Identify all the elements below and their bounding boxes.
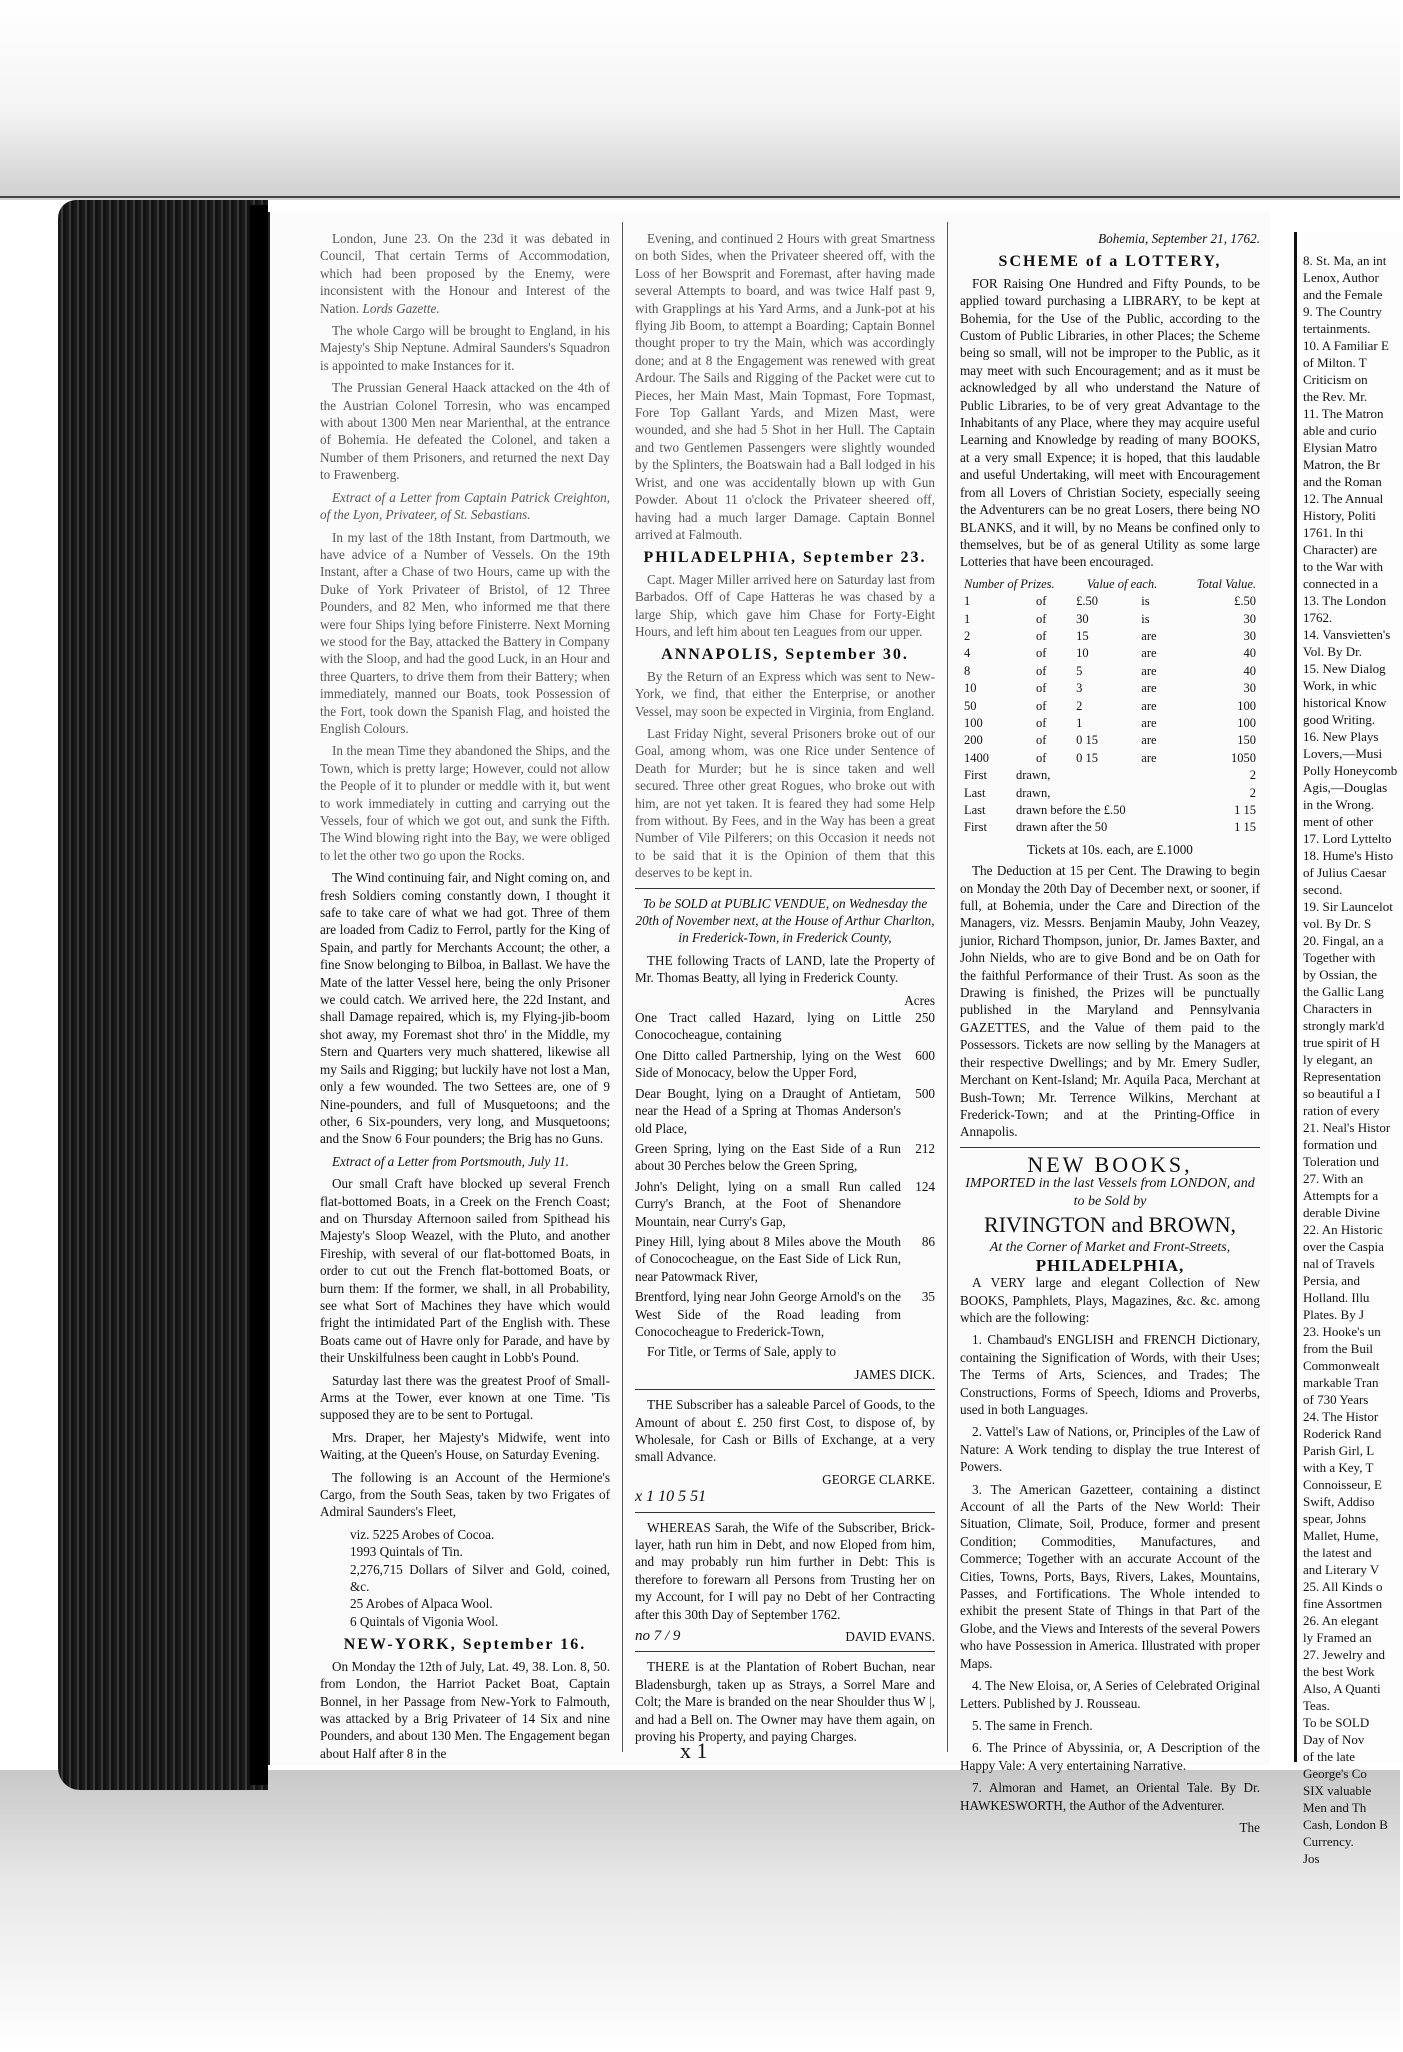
adjacent-page-line: historical Know [1303,695,1387,710]
column-header: Total Value. [1196,576,1256,591]
adjacent-page-line: Characters in [1303,1001,1372,1016]
adjacent-page-line: Swift, Addiso [1303,1494,1375,1509]
adjacent-page-line: the Rev. Mr. [1303,389,1368,404]
adjacent-page-line: Men and Th [1303,1800,1367,1815]
tract-list [635,1009,935,1340]
prize-cell: are [1141,681,1157,696]
letter-title-portsmouth: Extract of a Letter from Portsmouth, July 11. [332,1153,569,1169]
adjacent-page-line: 26. An elegant [1303,1613,1379,1628]
adjacent-page-line: Currency. [1303,1834,1354,1849]
handwritten-note-evans: no 7 / 9 [635,1628,681,1645]
vendue-heading: To be SOLD at PUBLIC VENDUE, on Wednesday the 20th of November next, at the House of Arthur Charlton, in Frederick-Town, in Frederick County, [635,895,935,946]
prize-cell: 2 [964,628,971,643]
adjacent-page-line: and the Roman [1303,474,1382,489]
adjacent-page-line: 25. All Kinds o [1303,1579,1383,1594]
column-header: Number of Prizes. [964,576,1055,591]
adjacent-page-line: the best Work [1303,1664,1375,1679]
adjacent-page-line: the Gallic Lang [1303,984,1384,999]
extra-prize-cell: First [964,768,987,783]
article-prisoners: Last Friday Night, several Prisoners broke out of our Goal, among whom, was one Rice under Sentence of Death for Murder; but he is since taken and well secured. Three other great Rogues, who broke out with him, are not yet taken. It is feared they had some Help from without. By Fees, and in the Way has been a great Number of Vile Pilferers; on this Occasion it needs not to be said that it is the Opinion of them that this deserves to be kept in. [635,725,935,881]
ad-clarke: THE Subscriber has a saleable Parcel of Goods, to the Amount of about £. 250 first Cost, to dispose of, by Wholesale, for Cash or Bills of Exchange, at a very small Advance. [635,1397,935,1465]
adjacent-page-line: connected in a [1303,576,1379,591]
prize-cell: 10 [1076,646,1089,661]
prize-cell: 5 [1076,663,1083,678]
prize-row [960,593,1260,610]
article-new-york: On Monday the 12th of July, Lat. 49, 38. Lon. 8, 50. from London, the Harriot Packet Boat, Captain Bonnel, in her Passage from New-York to Falmouth, was attacked by a Brig Privateer of 14 Six and nine Pounders, and about 130 Men. The Engagement began about Half after 8 in the [320,1658,610,1761]
divider [635,1651,935,1652]
tract-item: Green Spring, lying on the East Side of a Run about 30 Perches below the Green Spring, 212 [635,1140,935,1174]
prize-cell: are [1141,646,1157,661]
handwritten-note-clarke: x 1 10 5 51 [635,1488,707,1506]
prize-cell: 15 [1076,628,1089,643]
adjacent-page-line: so beautiful a I [1303,1086,1381,1101]
letter-portsmouth: Our small Craft have blocked up several French flat-bottomed Boats, in a Creek on the French Coast; and on Thursday Afternoon sailed from Spithead his Majesty's Sloop Weazel, with the Pluto, and another Fireship, with several of our flat-bottomed Boats, in order to cut out the French flat-bottomed Boats, or burn them: If the former, we shall, in all Probability, see what Sort of Machines they have which would fright the intimidated Part of the English with. These Boats came out of Havre only for Parade, and have by their Unskilfulness been caught in Lobb's Pound. [320,1176,610,1366]
bookseller-name: RIVINGTON and BROWN, [984,1211,1236,1237]
prize-cell: 8 [964,663,971,678]
extra-prize-cell: 2 [1249,785,1256,800]
adjacent-page-line: SIX valuable [1303,1783,1372,1798]
adjacent-page-line: Toleration und [1303,1154,1379,1169]
scan-edge-line [0,196,1400,198]
article-hermione: The following is an Account of the Hermione's Cargo, from the South Seas, taken by two Frigates of Admiral Saunders's Fleet, [320,1469,610,1520]
adjacent-page-line: ly Framed an [1303,1630,1372,1645]
adjacent-page-line: formation und [1303,1137,1378,1152]
prize-cell: 2 [1076,698,1083,713]
prize-cell: is [1141,611,1150,626]
adjacent-page-line: Work, in whic [1303,678,1377,693]
adjacent-page-line: and Literary V [1303,1562,1380,1577]
adjacent-page-line: with a Key, T [1303,1460,1374,1475]
prize-cell: £.50 [1076,594,1098,609]
prize-cell: 1 [1076,715,1083,730]
adjacent-page-line: to the War with [1303,559,1383,574]
acres-label: Acres [904,992,935,1008]
tract-item: Piney Hill, lying about 8 Miles above the Mouth of Conococheague, on the East Side of Lick Run, near Patowmack River, 86 [635,1233,935,1284]
prize-cell: 30 [1243,628,1256,643]
adjacent-page-line: History, Politi [1303,508,1376,523]
prize-cell: 100 [1237,715,1256,730]
prize-cell: of [1035,715,1047,730]
dateline-philadelphia: PHILADELPHIA, September 23. [643,549,927,567]
signature-george-clarke: GEORGE CLARKE. [822,1471,935,1487]
extra-prize-cell: Last [964,803,986,817]
adjacent-page-line: tertainments. [1303,321,1371,336]
adjacent-page-line: Cash, London B [1303,1817,1388,1832]
adjacent-page-line: George's Co [1303,1766,1367,1781]
books-heading: NEW BOOKS, [1027,1151,1193,1177]
prize-row [960,715,1260,732]
catchword: The [1239,1819,1260,1835]
adjacent-page-line: Attempts for a [1303,1188,1379,1203]
book-item: 1. Chambaud's ENGLISH and FRENCH Dictionary, containing the Signification of Words, with their Uses; The Terms of Arts, Sciences, and Trades; The Constructions, Forms of Speech, Idioms and Proverbs, used in both Languages. [960,1332,1260,1417]
extra-prize-cell: First [964,820,987,835]
extra-prize-cell: 1 15 [1234,803,1256,817]
tract-item: Brentford, lying near John George Arnold's on the West Side of the Road leading from Conococheague to Frederick-Town, 35 [635,1289,935,1339]
adjacent-page-text [1297,232,1403,1867]
book-gutter [250,205,268,1785]
book-item: 7. Almoran and Hamet, an Oriental Tale. By Dr. HAWKESWORTH, the Author of the Adventurer. [960,1780,1260,1813]
lottery-terms: The Deduction at 15 per Cent. The Drawing to begin on Monday the 20th Day of December next, or sooner, if full, at Bohemia, under the Care and Direction of the Managers, viz. Messrs. Benjamin Mauby, John Veazey, junior, Richard Thompson, junior, Dr. James Baxter, and John Nields, who are to give Bond and be on Oath for the faithful Performance of their Trust. As soon as the Drawing is finished, the Prizes will be punctually published in the Maryland and Pennsylvania GAZETTES, and the Value of them paid to the Possessors. Tickets are now selling by the Managers at their respective Dwellings; and by Mr. Emery Sudler, Merchant on Kent-Island; Mr. Aquila Paca, Merchant at Bush-Town; Mr. Terrence Wilkins, Merchant at Frederick-Town; and at the Printing-Office in Annapolis. [960,863,1260,1140]
adjacent-page-line: nal of Travels [1303,1256,1375,1271]
tract-item: One Tract called Hazard, lying on Little Conococheague, containing 250 [635,1010,935,1043]
adjacent-page-line: Agis,—Douglas [1303,780,1388,795]
prize-cell: 30 [1076,611,1089,626]
divider [635,888,935,889]
prize-cell: 40 [1243,646,1256,661]
article-packet-engagement: Evening, and continued 2 Hours with great Smartness on both Sides, when the Privateer sheered off, with the Loss of her Bowsprit and Foremast, after having made several Attempts to board, and was twice Half past 9, with Grapplings at his Yard Arms, and a Junk-pot at his flying Jib Boom, to attempt a Boarding; Captain Bonnel thought proper to try the Main, which was accordingly done; and at 8 the Engagement was renewed with great Ardour. The Sails and Rigging of the Packet were cut to Pieces, her Main Mast, Main Topmast, Fore Topmast, Fore Top Gallant Yards, and Mizen Mast, were wounded, and she had 5 Shot in her Hull. The Captain and two Gentlemen Passengers were slightly wounded by the Splinters, the Boatswain had a Ball lodged in his Wrist, and one was accidentally blown up with Gun Powder. About 11 o'clock the Privateer sheered off, having had a much larger Damage. Captain Bonnel arrived at Falmouth. [635,231,935,542]
book-item: 5. The same in French. [972,1717,1093,1733]
extra-prize-cell: drawn, [1015,785,1051,800]
prize-cell: of [1035,750,1047,765]
cargo-item: 1993 Quintals of Tin. [350,1544,463,1560]
adjacent-page-line: ration of every [1303,1103,1380,1118]
book-item: 6. The Prince of Abyssinia, or, A Description of the Happy Vale: A very entertaining Narrative. [960,1740,1260,1773]
adjacent-page-line: of Milton. T [1303,355,1367,370]
adjacent-page-line: Parish Girl, L [1303,1443,1375,1458]
article-london: London, June 23. On the 23d it was debated in Council, That certain Terms of Accommodation, which had been proposed by the Enemy, were inconsistent with the Honour and Interest of the Nation. Lords Gazette. [320,231,610,316]
adjacent-page-line: Lovers,—Musi [1303,746,1383,761]
adjacent-page-line: 18. Hume's Histo [1303,848,1394,863]
dateline-new-york: NEW-YORK, September 16. [343,1636,587,1654]
adjacent-page-line: the latest and [1303,1545,1372,1560]
article-philadelphia: Capt. Mager Miller arrived here on Saturday last from Barbados. Off of Cape Hatteras he was chased by a large Ship, which gave him Chase for Forty-Eight Hours, and left him about ten Leagues from our upper. [635,571,935,639]
extra-prize-cell: drawn, [1015,768,1051,783]
bookseller-location: At the Corner of Market and Front-Streets, [989,1240,1231,1256]
adjacent-page-line: vol. By Dr. S [1303,916,1372,931]
column-3 [960,230,1260,1836]
newspaper-page [268,212,1270,1835]
letter-creighton-1: In my last of the 18th Instant, from Dartmouth, we have advice of a Number of Vessels. On the 19th Instant, after a Chase of two Hours, came up with the Duke of York Privateer of Bristol, of 12 Three Pounders, and 82 Men, who informed me that there were four Ships lying before Finisterre. Next Morning we stood for the Bay, attacked the Battery in Company with the Sloop, and had the good Luck, in an Hour and three Quarters, to drive them from their Battery; when immediately, manned our Boats, took Possession of the Fort, took down the Spanish Flag, and hoisted the English Colours. [320,529,610,736]
adjacent-page-line: by Ossian, the [1303,967,1378,982]
tract-item: One Ditto called Partnership, lying on the West Side of Monocacy, below the Upper Ford, 600 [635,1047,935,1081]
prize-row [960,680,1260,697]
scan-background-top [0,0,1400,200]
adjacent-page-line: 13. The London [1303,593,1387,608]
adjacent-page-line: Vol. By Dr. [1303,644,1362,659]
adjacent-page-line: 1762. [1303,610,1333,625]
extra-prize-row [960,819,1260,836]
article-midwife: Mrs. Draper, her Majesty's Midwife, went into Waiting, at the Queen's House, on Saturday Evening. [320,1429,610,1463]
adjacent-page-line: 8. St. Ma, an int [1303,253,1387,268]
article-cargo-note: The whole Cargo will be brought to England, in his Majesty's Ship Neptune. Admiral Saunders's Squadron is appointed to make Instances for it. [320,323,610,373]
prize-cell: of [1035,698,1047,713]
prize-row [960,732,1260,749]
adjacent-page-line: Polly Honeycomb [1303,763,1398,778]
prize-cell: 30 [1243,611,1256,626]
lottery-prize-table [960,576,1260,593]
adjacent-page-line: 22. An Historic [1303,1222,1383,1237]
adjacent-page-line: To be SOLD [1303,1715,1370,1730]
adjacent-page-line: Persia, and [1303,1273,1361,1288]
prize-cell: of [1035,733,1047,748]
prize-cell: 1 [964,594,971,609]
adjacent-page-line: ment of other [1303,814,1374,829]
adjacent-page-line: strongly mark'd [1303,1018,1385,1033]
prize-cell: are [1141,698,1157,713]
letter-creighton-2: In the mean Time they abandoned the Ships, and the Town, which is pretty large; However, could not allow the People of it to plunder or meddle with it, but went to work immediately in cutting and carrying out the Vessels, four of which we got out, and sunk the Fifth. The Wind blowing right into the Bay, we were obliged to let the other two go upon the Rocks. [320,743,610,863]
lottery-prize-rows [960,593,1260,767]
prize-cell: of [1035,594,1047,609]
prize-cell: 1 [964,611,971,626]
prize-cell: are [1141,715,1157,730]
adjacent-page-line: able and curio [1303,423,1377,438]
table-header-row [960,576,1260,593]
prize-cell: is [1141,594,1150,609]
prize-cell: 30 [1243,681,1256,696]
adjacent-page-line: 23. Hooke's un [1303,1324,1381,1339]
evans-footer [635,1628,935,1645]
adjacent-page-line: in the Wrong. [1303,797,1375,812]
adjacent-page-line: 14. Vansvietten's [1303,627,1391,642]
prize-row [960,698,1260,715]
adjacent-page-line: 15. New Dialog [1303,661,1386,676]
adjacent-page-line: 1761. In thi [1303,525,1364,540]
divider [635,1389,935,1390]
extra-prize-cell: drawn after the 50 [1015,820,1108,835]
adjacent-page-line: 19. Sir Launcelot [1303,899,1393,914]
extra-prize-row [960,802,1260,819]
adjacent-page-line: Commonwealt [1303,1358,1380,1373]
tract-item: John's Delight, lying on a small Run called Curry's Branch, at the Foot of Shenandore Mountain, near Curry's Gap, 124 [635,1178,935,1229]
adjacent-page-line: of Julius Caesar [1303,865,1387,880]
adjacent-page-line: Holland. Illu [1303,1290,1370,1305]
lottery-extra-prizes [960,767,1260,837]
adjacent-page-line: ly elegant, an [1303,1052,1373,1067]
prize-row [960,611,1260,628]
prize-cell: are [1141,750,1157,765]
extra-prize-cell: Last [964,785,986,800]
column-rule [622,222,623,1752]
prize-cell: of [1035,646,1047,661]
adjacent-page-line: Day of Nov [1303,1732,1365,1747]
signature-james-dick: JAMES DICK. [854,1366,935,1382]
prize-cell: 1400 [964,750,989,765]
article-tower: Saturday last there was the greatest Proof of Small-Arms at the Tower, ever known at one Time. 'Tis supposed they are to be sent to Portugal. [320,1372,610,1423]
adjacent-page-line: Jos [1303,1851,1320,1866]
prize-cell: of [1035,628,1047,643]
adjacent-page-line: Elysian Matro [1303,440,1378,455]
prize-cell: 50 [964,698,977,713]
adjacent-page-line: of 730 Years [1303,1392,1369,1407]
extra-prize-row [960,767,1260,784]
prize-cell: 0 15 [1076,733,1098,748]
divider [635,1512,935,1513]
prize-cell: of [1035,611,1047,626]
column-header: Value of each. [1086,576,1158,591]
vendue-close: For Title, or Terms of Sale, apply to [647,1344,836,1360]
adjacent-page-line: Representation [1303,1069,1381,1084]
adjacent-page-line: Mallet, Hume, [1303,1528,1379,1543]
lottery-scheme: FOR Raising One Hundred and Fifty Pounds, to be applied toward purchasing a LIBRARY, to be kept at Bohemia, for the Use of the Public, according to the Custom of Public Libraries, in other Places; the Scheme being so small, will not be improper to the Public, as it may meet with such Encouragement; and as it must be acknowledged by all who understand the Nature of Public Libraries, to be of very great Advantage to the Inhabitants of any Place, where they may acquire useful Learning and Knowledge by reading of many BOOKS, at a very small Expence; it is hoped, that this laudable and useful Undertaking, will meet with Encouragement from all Lovers of Christian Society, especially seeing the Adventurers can be no great Losers, there being NO BLANKS, and it will, by no Means be confined only to themselves, but be of as general Utility as some large Lotteries that have been encouraged. [960,275,1260,570]
prize-cell: £.50 [1234,594,1256,609]
adjacent-page-line: true spirit of H [1303,1035,1380,1050]
letter-title-creighton: Extract of a Letter from Captain Patrick Creighton, of the Lyon, Privateer, of St. Sebastians. [320,489,610,523]
column-rule [947,222,948,1752]
adjacent-page-line: second. [1303,882,1343,897]
column-1 [320,230,610,1767]
bound-volume-edge [58,200,268,1790]
prize-row [960,628,1260,645]
cargo-item: viz. 5225 Arobes of Cocoa. [350,1526,495,1542]
signature-david-evans: DAVID EVANS. [845,1629,935,1645]
prize-cell: 3 [1076,681,1083,696]
adjacent-page-line: 17. Lord Lyttelto [1303,831,1392,846]
book-item: 4. The New Eloisa, or, A Series of Celebrated Original Letters. Published by J. Rousseau. [960,1678,1260,1711]
adjacent-page-line: Teas. [1303,1698,1330,1713]
prize-cell: of [1035,663,1047,678]
handwritten-folio: x 1 [680,1738,708,1763]
book-item: 3. The American Gazetteer, containing a distinct Account of all the Parts of the New World: Their Situation, Climate, Soil, Produce, former and present Condition; Commodities, Manufactures, and Commerce; Together with an accurate Account of the Cities, Towns, Ports, Bays, Rivers, Lakes, Mountains, Passes, and Fortifications. The Whole intended to exhibit the present State of Things in that Part of the Globe, and the Views and Interests of the several Powers who have Possession in America. Illustrated with proper Maps. [960,1481,1260,1671]
extra-prize-cell: 2 [1249,768,1256,783]
adjacent-page-line: 21. Neal's Histor [1303,1120,1391,1135]
bookseller-city: PHILADELPHIA, [1035,1255,1185,1275]
prize-cell: 4 [964,646,971,661]
letter-creighton-3: The Wind continuing fair, and Night coming on, and fresh Soldiers coming constantly down, I thought it safe to take care of what we had got. Three of them are loaded from Cadiz to Ferrol, partly for the King of Spain, and partly for Merchants Account; the other, a fine Snow belonging to Bilboa, in Ballast. We have the Mate of the latter Vessel here, being the only Prisoner we could catch. We arrived here, the 22d Instant, and shall Damage repaired, which is, my Flying-jib-boom shot away, my Foremast shot thro' in the Middle, my Stern and Quarters very much shattered, likewise all my Sails and Rigging; but luckily have not lost a Man, only a few wounded. The two Settees are, one of 9 Nine-pounders, and full of Musquetoons; and the other, 6 Six-pounders, very long, and Musquetoons; and the Snow 6 Four pounders; the Brig has no Guns. [320,870,610,1147]
adjacent-page-line: Also, A Quanti [1303,1681,1381,1696]
column-2 [635,230,935,1751]
books-imported: IMPORTED in the last Vessels from LONDON, and to be Sold by [965,1176,1255,1209]
adjacent-page-line: derable Divine [1303,1205,1380,1220]
adjacent-page-line: markable Tran [1303,1375,1379,1390]
adjacent-page-line: 20. Fingal, an a [1303,933,1384,948]
adjacent-page-line: Roderick Rand [1303,1426,1382,1441]
adjacent-page [1294,232,1403,1866]
prize-cell: 1050 [1231,750,1256,765]
cargo-item: 25 Arobes of Alpaca Wool. [350,1596,493,1612]
adjacent-page-line: Connoisseur, E [1303,1477,1382,1492]
adjacent-page-line: 9. The Country [1303,304,1382,319]
book-item: 2. Vattel's Law of Nations, or, Principles of the Law of Nature: A Work tending to display the true Interest of Powers. [960,1424,1260,1475]
adjacent-page-line: Character) are [1303,542,1377,557]
adjacent-page-line: spear, Johns [1303,1511,1367,1526]
adjacent-page-line: and the Female [1303,287,1383,302]
prize-row [960,645,1260,662]
cargo-item: 2,276,715 Dollars of Silver and Gold, coined, &c. [350,1561,610,1595]
prize-row [960,750,1260,767]
adjacent-page-line: Lenox, Author [1303,270,1379,285]
adjacent-page-line: 24. The Histor [1303,1409,1379,1424]
dateline-annapolis: ANNAPOLIS, September 30. [661,646,909,664]
prize-cell: 100 [964,715,983,730]
adjacent-page-line: 12. The Annual [1303,491,1384,506]
adjacent-page-line: Plates. By J [1303,1307,1365,1322]
adjacent-page-line: of the late [1303,1749,1355,1764]
prize-cell: 10 [964,681,977,696]
adjacent-page-line: from the Buil [1303,1341,1374,1356]
lottery-dateline: Bohemia, September 21, 1762. [1098,231,1260,246]
prize-cell: are [1141,663,1157,678]
article-prussian: The Prussian General Haack attacked on the 4th of the Austrian Colonel Torresin, who was encamped with about 1300 Men near Marienthal, at the entrance of Bohemia. He defeated the Colonel, and taken a Number of them Prisoners, and returned the next Day to Frawenberg. [320,380,610,483]
adjacent-page-line: fine Assortmen [1303,1596,1383,1611]
cargo-item: 6 Quintals of Vigonia Wool. [350,1613,499,1629]
adjacent-page-line: Together with [1303,950,1376,965]
prize-cell: 150 [1237,733,1256,748]
adjacent-page-line: Criticism on [1303,372,1368,387]
extra-prize-cell: drawn before the £.50 [1015,803,1126,817]
prize-cell: of [1035,681,1047,696]
book-list [960,1331,1260,1814]
tract-item: Dear Bought, lying on a Draught of Antietam, near the Head of a Spring at Thomas Anderson's old Place, 500 [635,1085,935,1136]
prize-cell: 200 [964,733,983,748]
divider [960,1147,1260,1148]
lottery-heading: SCHEME of a LOTTERY, [998,253,1222,271]
adjacent-page-line: Matron, the Br [1303,457,1380,472]
ad-strays: THERE is at the Plantation of Robert Buchan, near Bladensburgh, taken up as Strays, a Sorrel Mare and Colt; the Mare is branded on the near Shoulder thus W |, and had a Bell on. The Owner may have them again, on proving his Property, and paying Charges. [635,1659,935,1745]
adjacent-page-line: 27. With an [1303,1171,1364,1186]
extra-prize-row [960,785,1260,802]
books-intro: A VERY large and elegant Collection of New BOOKS, Pamphlets, Plays, Magazines, &c. &c. among which are the following: [960,1275,1260,1325]
adjacent-page-line: 16. New Plays [1303,729,1379,744]
prize-row [960,663,1260,680]
article-annapolis: By the Return of an Express which was sent to New-York, we find, that either the Enterprise, or another Vessel, may soon be expected in Virginia, from England. [635,668,935,719]
prize-cell: are [1141,733,1157,748]
prize-cell: 0 15 [1076,750,1098,765]
adjacent-page-line: 27. Jewelry and [1303,1647,1385,1662]
adjacent-page-line: 11. The Matron [1303,406,1384,421]
extra-prize-cell: 1 15 [1234,820,1256,835]
prize-cell: 40 [1243,663,1256,678]
lottery-tickets-total: Tickets at 10s. each, are £.1000 [1027,841,1193,857]
adjacent-page-line: 10. A Familiar E [1303,338,1389,353]
ad-evans: WHEREAS Sarah, the Wife of the Subscriber, Brick-layer, hath run him in Debt, and now Eloped from him, and may probably run him further in Debt: This is therefore to forewarn all Persons from Trusting her on my Account, for I will pay no Debt of her Contracting after this 30th Day of September 1762. [635,1519,935,1622]
adjacent-page-line: over the Caspia [1303,1239,1384,1254]
prize-cell: are [1141,628,1157,643]
vendue-intro: THE following Tracts of LAND, late the Property of Mr. Thomas Beatty, all lying in Frederick County. [635,952,935,986]
prize-cell: 100 [1237,698,1256,713]
adjacent-page-line: good Writing. [1303,712,1376,727]
cargo-list [320,1526,610,1630]
